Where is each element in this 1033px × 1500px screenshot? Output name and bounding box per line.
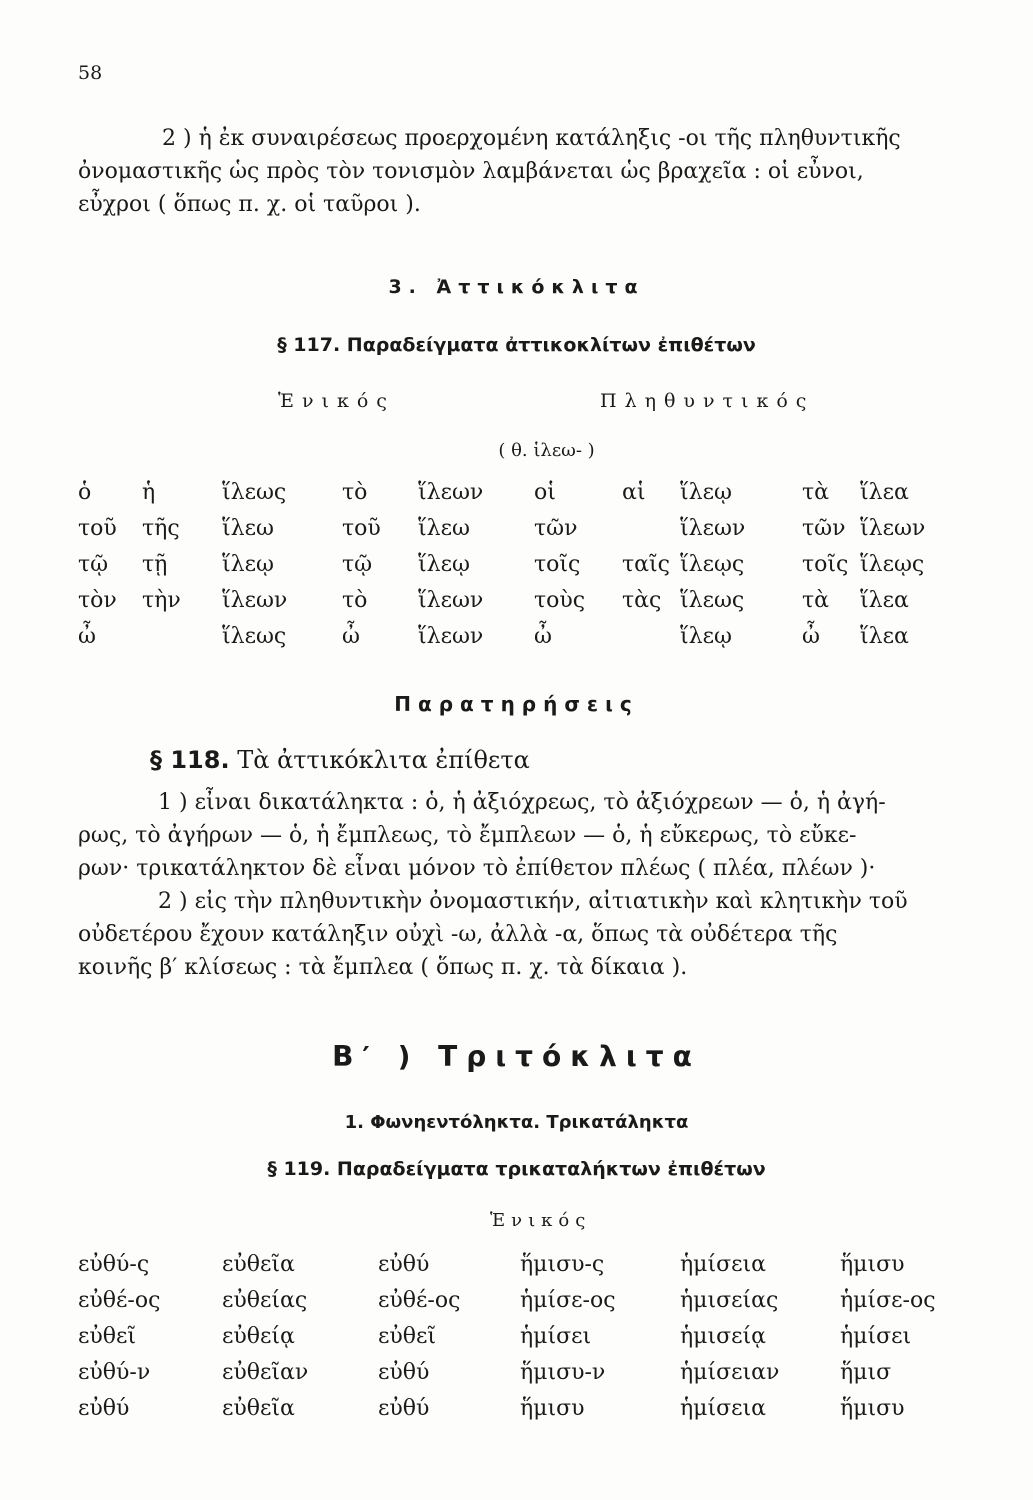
table-cell: τῇ: [142, 552, 168, 577]
table-cell: ἥμισυ-ς: [520, 1252, 605, 1277]
section-118-number: § 118.: [150, 746, 230, 774]
table-cell: ἥμισ: [840, 1360, 892, 1385]
table-cell: ἡμίσε-ος: [840, 1288, 936, 1313]
subheading-vowel-stems: 1. Φωνηεντόληκτα. Τρικατάληκτα: [344, 1112, 689, 1133]
table-row: [0, 1288, 1033, 1324]
table-cell: αἱ: [622, 480, 646, 505]
table-cell: τοῖς: [534, 552, 581, 577]
text-line: ρως, τὸ ἀγήρων — ὁ, ἡ ἔμπλεως, τὸ ἔμπλεων — ὁ, ἡ εὔκερως, τὸ εὔκε-: [78, 823, 857, 848]
table-cell: ἡ: [142, 480, 156, 505]
table-cell: ἵλεω: [222, 516, 274, 541]
table-cell: εὐθύ: [378, 1252, 430, 1277]
table-row: [0, 552, 1033, 588]
text-line: οὐδετέρου ἔχουν κατάληξιν οὐχὶ -ω, ἀλλὰ -α, ὅπως τὰ οὐδέτερα τῆς: [78, 922, 838, 947]
table-cell: εὐθεῖα: [222, 1252, 295, 1277]
table-cell: ἥμισυ: [840, 1396, 905, 1421]
heading-third-declension: Β′ ) Τριτόκλιτα: [332, 1040, 701, 1073]
table-cell: τῶν: [534, 516, 578, 541]
table-cell: ἵλεων: [418, 588, 484, 613]
table-cell: ἥμισυ-ν: [520, 1360, 606, 1385]
text-line: 2 ) εἰς τὴν πληθυντικὴν ὀνομαστικήν, αἰτιατικὴν καὶ κλητικὴν τοῦ: [158, 889, 908, 914]
table-cell: τῷ: [78, 552, 109, 577]
text-line: ρων· τρικατάληκτον δὲ εἶναι μόνον τὸ ἐπίθετον πλέως ( πλέα, πλέων )·: [78, 856, 876, 881]
table-cell: τὸν: [78, 588, 117, 613]
plural-label: Πληθυντικός: [600, 390, 815, 412]
stem-label: ( θ. ἱλεω- ): [498, 440, 595, 461]
table-row: [0, 480, 1033, 516]
table-cell: τῷ: [342, 552, 373, 577]
table-cell: ἵλεῳ: [680, 624, 732, 649]
table-cell: ἡμίσε-ος: [520, 1288, 616, 1313]
section-117-heading: § 117. Παραδείγματα ἀττικοκλίτων ἐπιθέτων: [277, 334, 756, 356]
table-cell: ἡμίσει: [520, 1324, 592, 1349]
text-line: κοινῆς β′ κλίσεως : τὰ ἔμπλεα ( ὅπως π. χ. τὰ δίκαια ).: [78, 955, 688, 980]
table-cell: τὸ: [342, 588, 368, 613]
paragraph-contraction-note: [78, 122, 958, 221]
text-line: 2 ) ἡ ἐκ συναιρέσεως προερχομένη κατάληξις -οι τῆς πληθυντικῆς: [162, 126, 901, 151]
table-cell: τὰ: [802, 480, 830, 505]
table-row: [0, 1324, 1033, 1360]
table-cell: τοῦ: [78, 516, 117, 541]
table-row: [0, 624, 1033, 660]
text-line: εὖχροι ( ὅπως π. χ. οἱ ταῦροι ).: [78, 192, 421, 217]
table-cell: εὐθεῖ: [378, 1324, 437, 1349]
table-cell: ἵλεῳ: [222, 552, 274, 577]
table-row: [0, 1396, 1033, 1432]
table-cell: εὐθύ: [378, 1360, 430, 1385]
table-cell: ἡμισείᾳ: [680, 1324, 767, 1349]
table-cell: ἵλεῳς: [860, 552, 925, 577]
table-cell: ἵλεων: [680, 516, 746, 541]
table-cell: εὐθεῖαν: [222, 1360, 309, 1385]
table-cell: ἵλεα: [860, 588, 909, 613]
table-cell: ἡμισείας: [680, 1288, 779, 1313]
text-line: ὀνομαστικῆς ὡς πρὸς τὸν τονισμὸν λαμβάνεται ὡς βραχεῖα : οἱ εὖνοι,: [78, 159, 864, 184]
table-cell: τῆς: [142, 516, 180, 541]
table-cell: ἵλεα: [860, 480, 909, 505]
table-row: [0, 588, 1033, 624]
table-cell: ὦ: [534, 624, 552, 649]
table-row: [0, 1252, 1033, 1288]
table-cell: τῶν: [802, 516, 846, 541]
table-row: [0, 516, 1033, 552]
section-118-title: Τὰ ἀττικόκλιτα ἐπίθετα: [237, 746, 530, 774]
table-cell: ἵλεων: [418, 624, 484, 649]
table-cell: ἡμίσειαν: [680, 1360, 780, 1385]
table-cell: τὴν: [142, 588, 181, 613]
table-cell: ὦ: [78, 624, 96, 649]
table-cell: τὸ: [342, 480, 368, 505]
table-cell: τὰς: [622, 588, 662, 613]
table-cell: ἵλεων: [222, 588, 288, 613]
table-cell: οἱ: [534, 480, 556, 505]
table-cell: ἵλεως: [222, 480, 287, 505]
table-cell: τὰ: [802, 588, 830, 613]
observations-heading: Παρατηρήσεις: [394, 692, 639, 716]
table-row: [0, 1360, 1033, 1396]
table-cell: τοῖς: [802, 552, 849, 577]
paragraph-118: [78, 786, 958, 984]
table-cell: εὐθεῖ: [78, 1324, 137, 1349]
table-cell: ἵλεως: [222, 624, 287, 649]
table-cell: ἵλεων: [860, 516, 926, 541]
table-cell: ὁ: [78, 480, 92, 505]
table-cell: ἡμίσεια: [680, 1252, 767, 1277]
table-cell: εὐθείᾳ: [222, 1324, 295, 1349]
table-cell: ἡμίσεια: [680, 1396, 767, 1421]
table-cell: ἥμισυ: [840, 1252, 905, 1277]
table-cell: εὐθέ-ος: [78, 1288, 161, 1313]
table-cell: τοῦ: [342, 516, 381, 541]
text-line: 1 ) εἶναι δικατάληκτα : ὁ, ἡ ἀξιόχρεως, τὸ ἀξιόχρεων — ὁ, ἡ ἀγή-: [158, 790, 886, 815]
table-cell: ἥμισυ: [520, 1396, 585, 1421]
table-cell: εὐθεῖα: [222, 1396, 295, 1421]
table-cell: ἵλεως: [680, 588, 745, 613]
section-119-heading: § 119. Παραδείγματα τρικαταλήκτων ἐπιθέτων: [267, 1158, 766, 1180]
table-cell: εὐθύ-ς: [78, 1252, 150, 1277]
table-cell: εὐθύ: [378, 1396, 430, 1421]
table-cell: ἵλεω: [418, 516, 470, 541]
section-heading-attic: 3. Ἀττικόκλιτα: [388, 276, 645, 298]
table-cell: ἵλεα: [860, 624, 909, 649]
table-cell: εὐθείας: [222, 1288, 308, 1313]
table-cell: ἡμίσει: [840, 1324, 912, 1349]
table-cell: τοὺς: [534, 588, 586, 613]
table-cell: ταῖς: [622, 552, 670, 577]
table-cell: ἵλεῳ: [680, 480, 732, 505]
table-cell: εὐθύ: [78, 1396, 130, 1421]
section-118-heading: [150, 746, 530, 774]
singular-label: Ἑνικός: [278, 390, 395, 412]
table-cell: εὐθέ-ος: [378, 1288, 461, 1313]
singular-label-119: Ἑνικός: [490, 1210, 592, 1231]
table-cell: ἵλεῳς: [680, 552, 745, 577]
table-cell: εὐθύ-ν: [78, 1360, 151, 1385]
table-cell: ἵλεῳ: [418, 552, 470, 577]
table-cell: ὦ: [802, 624, 820, 649]
page-number: 58: [78, 62, 103, 84]
table-cell: ἵλεων: [418, 480, 484, 505]
table-cell: ὦ: [342, 624, 360, 649]
